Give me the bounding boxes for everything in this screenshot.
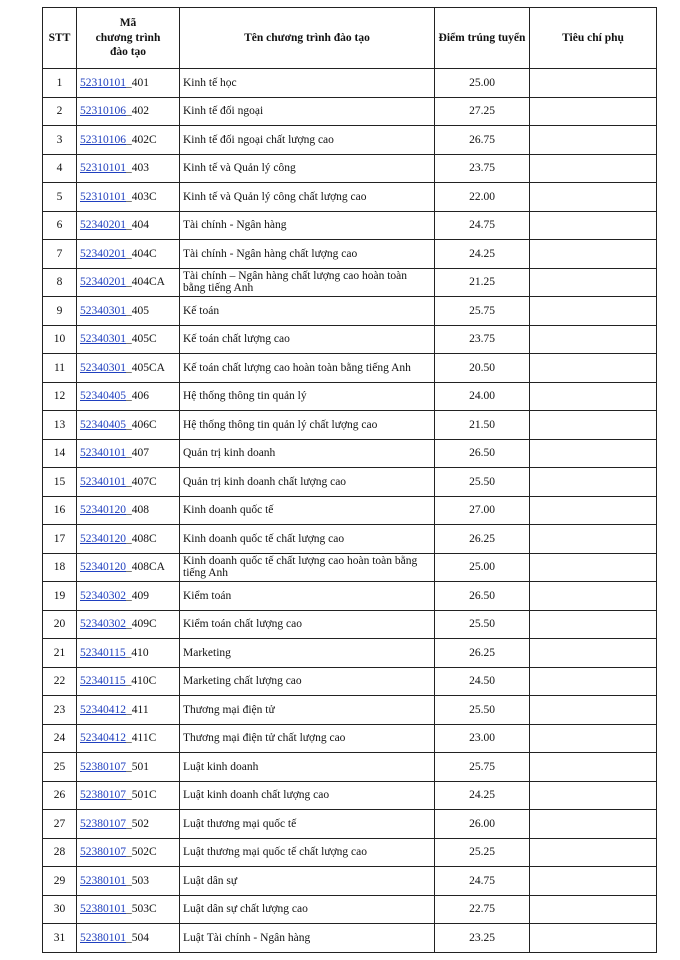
- row-stt: 8: [43, 268, 77, 297]
- row-program-name: Luật kinh doanh chất lượng cao: [180, 781, 435, 810]
- row-stt: 30: [43, 895, 77, 924]
- program-code-suffix: _405CA: [126, 361, 165, 374]
- program-code-suffix: _405C: [126, 333, 157, 346]
- program-code-suffix: _407C: [126, 475, 157, 488]
- table-row: [43, 810, 657, 839]
- row-criteria: [530, 639, 657, 668]
- row-program-code: [77, 724, 180, 753]
- program-code-suffix: _407: [126, 447, 149, 460]
- row-criteria: [530, 496, 657, 525]
- row-stt: 29: [43, 867, 77, 896]
- table-row: [43, 325, 657, 354]
- row-admission-score: 24.50: [435, 667, 530, 696]
- program-code-suffix: _405: [126, 304, 149, 317]
- row-program-code: [77, 639, 180, 668]
- program-code-link[interactable]: 52380107: [80, 789, 126, 802]
- table-row: [43, 97, 657, 126]
- row-program-code: [77, 810, 180, 839]
- program-code-suffix: _401: [126, 76, 149, 89]
- row-program-code: [77, 240, 180, 269]
- row-admission-score: 26.25: [435, 525, 530, 554]
- table-row: [43, 382, 657, 411]
- program-code-link[interactable]: 52310101: [80, 76, 126, 89]
- row-stt: 26: [43, 781, 77, 810]
- program-code-suffix: _404: [126, 219, 149, 232]
- program-code-suffix: _408CA: [126, 561, 165, 574]
- table-row: [43, 69, 657, 98]
- program-code-suffix: _411: [126, 703, 149, 716]
- row-program-name: Luật dân sự chất lượng cao: [180, 895, 435, 924]
- program-code-link[interactable]: 52310101: [80, 190, 126, 203]
- program-code-link[interactable]: 52340120: [80, 561, 126, 574]
- program-code-suffix: _411C: [126, 732, 157, 745]
- row-program-code: [77, 439, 180, 468]
- row-program-name: Kinh tế đối ngoại chất lượng cao: [180, 126, 435, 155]
- row-criteria: [530, 838, 657, 867]
- header-code: [77, 8, 180, 69]
- row-program-name: Kinh doanh quốc tế chất lượng cao: [180, 525, 435, 554]
- row-criteria: [530, 810, 657, 839]
- table-row: [43, 297, 657, 326]
- table-body: [43, 69, 657, 953]
- row-program-name: Tài chính – Ngân hàng chất lượng cao hoàn toàn bằng tiếng Anh: [180, 268, 435, 297]
- row-criteria: [530, 924, 657, 953]
- row-program-name: Marketing chất lượng cao: [180, 667, 435, 696]
- row-stt: 12: [43, 382, 77, 411]
- row-admission-score: 25.50: [435, 610, 530, 639]
- program-code-link[interactable]: 52340405: [80, 390, 126, 403]
- program-code-link[interactable]: 52340120: [80, 504, 126, 517]
- program-code-suffix: _408C: [126, 532, 157, 545]
- row-stt: 2: [43, 97, 77, 126]
- row-program-code: [77, 211, 180, 240]
- table-header: [43, 8, 657, 69]
- row-program-name: Luật kinh doanh: [180, 753, 435, 782]
- row-program-code: [77, 268, 180, 297]
- row-criteria: [530, 724, 657, 753]
- program-code-link[interactable]: 52340201: [80, 219, 126, 232]
- row-program-code: [77, 895, 180, 924]
- row-admission-score: 27.00: [435, 496, 530, 525]
- row-criteria: [530, 154, 657, 183]
- row-criteria: [530, 97, 657, 126]
- row-admission-score: 25.50: [435, 468, 530, 497]
- row-stt: 9: [43, 297, 77, 326]
- row-program-name: Kinh tế đối ngoại: [180, 97, 435, 126]
- row-criteria: [530, 411, 657, 440]
- row-admission-score: 20.50: [435, 354, 530, 383]
- row-admission-score: 27.25: [435, 97, 530, 126]
- table-row: [43, 867, 657, 896]
- row-stt: 3: [43, 126, 77, 155]
- table-row: [43, 240, 657, 269]
- program-code-suffix: _409: [126, 589, 149, 602]
- row-program-name: Kinh tế và Quản lý công chất lượng cao: [180, 183, 435, 212]
- row-program-name: Luật dân sự: [180, 867, 435, 896]
- row-criteria: [530, 667, 657, 696]
- row-program-code: [77, 525, 180, 554]
- row-criteria: [530, 439, 657, 468]
- row-stt: 4: [43, 154, 77, 183]
- row-admission-score: 26.50: [435, 439, 530, 468]
- table-row: [43, 696, 657, 725]
- program-code-suffix: _502C: [126, 846, 157, 859]
- header-criteria: Tiêu chí phụ: [530, 8, 657, 69]
- program-code-link[interactable]: 52340101: [80, 447, 126, 460]
- row-criteria: [530, 126, 657, 155]
- row-criteria: [530, 753, 657, 782]
- row-criteria: [530, 211, 657, 240]
- table-row: [43, 468, 657, 497]
- table-row: [43, 553, 657, 582]
- header-code-line2: chương trình: [95, 31, 161, 44]
- row-program-code: [77, 753, 180, 782]
- row-criteria: [530, 69, 657, 98]
- table-row: [43, 781, 657, 810]
- program-code-link[interactable]: 52380101: [80, 931, 126, 944]
- row-program-code: [77, 382, 180, 411]
- program-code-link[interactable]: 52340115: [80, 646, 126, 659]
- program-code-link[interactable]: 52310106: [80, 133, 126, 146]
- header-code-line1: Mã: [119, 17, 137, 30]
- row-program-code: [77, 582, 180, 611]
- row-admission-score: 25.75: [435, 297, 530, 326]
- table-row: [43, 924, 657, 953]
- row-program-code: [77, 924, 180, 953]
- row-stt: 25: [43, 753, 77, 782]
- row-program-name: Kế toán chất lượng cao: [180, 325, 435, 354]
- row-program-code: [77, 325, 180, 354]
- row-stt: 6: [43, 211, 77, 240]
- row-criteria: [530, 297, 657, 326]
- row-admission-score: 23.25: [435, 924, 530, 953]
- row-admission-score: 24.00: [435, 382, 530, 411]
- program-code-suffix: _403C: [126, 190, 157, 203]
- program-code-link[interactable]: 52340120: [80, 532, 126, 545]
- row-admission-score: 24.75: [435, 211, 530, 240]
- table-row: [43, 411, 657, 440]
- table-row: [43, 895, 657, 924]
- row-program-name: Luật Tài chính - Ngân hàng: [180, 924, 435, 953]
- row-admission-score: 21.50: [435, 411, 530, 440]
- row-stt: 7: [43, 240, 77, 269]
- row-program-name: Quản trị kinh doanh chất lượng cao: [180, 468, 435, 497]
- program-code-link[interactable]: 52380101: [80, 903, 126, 916]
- row-program-code: [77, 867, 180, 896]
- program-code-link[interactable]: 52380107: [80, 760, 126, 773]
- program-code-link[interactable]: 52340301: [80, 361, 126, 374]
- row-criteria: [530, 240, 657, 269]
- program-code-suffix: _402: [126, 105, 149, 118]
- program-code-suffix: _406: [126, 390, 149, 403]
- header-score: Điểm trúng tuyển: [435, 8, 530, 69]
- row-stt: 19: [43, 582, 77, 611]
- program-code-link[interactable]: 52340301: [80, 304, 126, 317]
- program-code-suffix: _504: [126, 931, 149, 944]
- row-program-name: Kinh doanh quốc tế chất lượng cao hoàn toàn bằng tiếng Anh: [180, 553, 435, 582]
- row-admission-score: 26.25: [435, 639, 530, 668]
- row-program-code: [77, 97, 180, 126]
- admissions-sheet: [42, 7, 657, 953]
- row-admission-score: 22.00: [435, 183, 530, 212]
- row-program-code: [77, 411, 180, 440]
- row-program-name: Tài chính - Ngân hàng chất lượng cao: [180, 240, 435, 269]
- row-program-name: Kinh tế học: [180, 69, 435, 98]
- row-program-code: [77, 610, 180, 639]
- program-code-link[interactable]: 52340101: [80, 475, 126, 488]
- row-program-name: Luật thương mại quốc tế: [180, 810, 435, 839]
- row-admission-score: 24.25: [435, 781, 530, 810]
- row-program-name: Kế toán: [180, 297, 435, 326]
- header-row: [43, 8, 657, 69]
- row-criteria: [530, 268, 657, 297]
- row-program-code: [77, 667, 180, 696]
- row-program-name: Tài chính - Ngân hàng: [180, 211, 435, 240]
- program-code-link[interactable]: 52340201: [80, 276, 126, 289]
- table-row: [43, 610, 657, 639]
- program-code-suffix: _501: [126, 760, 149, 773]
- program-code-link[interactable]: 52340412: [80, 732, 126, 745]
- row-admission-score: 25.75: [435, 753, 530, 782]
- program-code-suffix: _406C: [126, 418, 157, 431]
- row-criteria: [530, 468, 657, 497]
- row-admission-score: 23.00: [435, 724, 530, 753]
- row-stt: 11: [43, 354, 77, 383]
- header-stt: STT: [43, 8, 77, 69]
- row-stt: 22: [43, 667, 77, 696]
- program-code-link[interactable]: 52340302: [80, 618, 126, 631]
- table-row: [43, 439, 657, 468]
- row-stt: 28: [43, 838, 77, 867]
- row-criteria: [530, 781, 657, 810]
- row-program-name: Hệ thống thông tin quản lý: [180, 382, 435, 411]
- table-row: [43, 582, 657, 611]
- row-program-code: [77, 553, 180, 582]
- row-stt: 20: [43, 610, 77, 639]
- row-program-name: Luật thương mại quốc tế chất lượng cao: [180, 838, 435, 867]
- row-admission-score: 25.25: [435, 838, 530, 867]
- program-code-suffix: _403: [126, 162, 149, 175]
- row-criteria: [530, 696, 657, 725]
- table-row: [43, 154, 657, 183]
- program-code-suffix: _410: [125, 646, 149, 659]
- row-admission-score: 22.75: [435, 895, 530, 924]
- admissions-table: [42, 7, 657, 953]
- table-row: [43, 496, 657, 525]
- row-admission-score: 23.75: [435, 154, 530, 183]
- row-admission-score: 24.75: [435, 867, 530, 896]
- program-code-link[interactable]: 52380107: [80, 846, 126, 859]
- row-program-code: [77, 496, 180, 525]
- program-code-suffix: _501C: [126, 789, 157, 802]
- row-program-code: [77, 154, 180, 183]
- row-program-name: Marketing: [180, 639, 435, 668]
- row-stt: 5: [43, 183, 77, 212]
- row-admission-score: 25.50: [435, 696, 530, 725]
- program-code-link[interactable]: 52340412: [80, 703, 126, 716]
- row-criteria: [530, 553, 657, 582]
- table-row: [43, 838, 657, 867]
- program-code-suffix: _408: [126, 504, 149, 517]
- row-stt: 27: [43, 810, 77, 839]
- row-criteria: [530, 183, 657, 212]
- row-program-name: Thương mại điện tử chất lượng cao: [180, 724, 435, 753]
- program-code-link[interactable]: 52340301: [80, 333, 126, 346]
- program-code-link[interactable]: 52340405: [80, 418, 126, 431]
- program-code-link[interactable]: 52340115: [80, 675, 126, 688]
- row-program-code: [77, 781, 180, 810]
- row-criteria: [530, 895, 657, 924]
- row-stt: 21: [43, 639, 77, 668]
- table-row: [43, 183, 657, 212]
- row-admission-score: 26.00: [435, 810, 530, 839]
- row-stt: 18: [43, 553, 77, 582]
- program-code-suffix: _410C: [125, 675, 157, 688]
- table-row: [43, 354, 657, 383]
- row-program-name: Kiểm toán: [180, 582, 435, 611]
- program-code-suffix: _503: [126, 874, 149, 887]
- row-criteria: [530, 354, 657, 383]
- row-stt: 14: [43, 439, 77, 468]
- program-code-suffix: _502: [126, 817, 149, 830]
- program-code-link[interactable]: 52310106: [80, 105, 126, 118]
- row-program-name: Kinh doanh quốc tế: [180, 496, 435, 525]
- program-code-link[interactable]: 52340302: [80, 589, 126, 602]
- table-row: [43, 525, 657, 554]
- row-criteria: [530, 525, 657, 554]
- row-program-code: [77, 696, 180, 725]
- row-program-name: Kế toán chất lượng cao hoàn toàn bằng tiếng Anh: [180, 354, 435, 383]
- row-admission-score: 25.00: [435, 69, 530, 98]
- row-program-name: Quản trị kinh doanh: [180, 439, 435, 468]
- program-code-link[interactable]: 52380101: [80, 874, 126, 887]
- row-program-code: [77, 354, 180, 383]
- program-code-suffix: _503C: [126, 903, 157, 916]
- row-stt: 15: [43, 468, 77, 497]
- program-code-link[interactable]: 52310101: [80, 162, 126, 175]
- row-stt: 13: [43, 411, 77, 440]
- table-row: [43, 126, 657, 155]
- row-admission-score: 24.25: [435, 240, 530, 269]
- program-code-suffix: _404C: [126, 247, 157, 260]
- row-program-code: [77, 69, 180, 98]
- program-code-suffix: _404CA: [126, 276, 165, 289]
- row-program-name: Kiểm toán chất lượng cao: [180, 610, 435, 639]
- row-admission-score: 26.50: [435, 582, 530, 611]
- row-admission-score: 21.25: [435, 268, 530, 297]
- header-name: Tên chương trình đào tạo: [180, 8, 435, 69]
- row-admission-score: 25.00: [435, 553, 530, 582]
- table-row: [43, 753, 657, 782]
- row-stt: 1: [43, 69, 77, 98]
- row-program-code: [77, 126, 180, 155]
- row-program-code: [77, 838, 180, 867]
- row-program-code: [77, 468, 180, 497]
- program-code-link[interactable]: 52340201: [80, 247, 126, 260]
- table-row: [43, 211, 657, 240]
- row-program-code: [77, 183, 180, 212]
- row-stt: 17: [43, 525, 77, 554]
- row-criteria: [530, 325, 657, 354]
- row-criteria: [530, 610, 657, 639]
- row-program-name: Thương mại điện tử: [180, 696, 435, 725]
- program-code-suffix: _402C: [126, 133, 157, 146]
- program-code-link[interactable]: 52380107: [80, 817, 126, 830]
- row-stt: 10: [43, 325, 77, 354]
- row-stt: 23: [43, 696, 77, 725]
- row-criteria: [530, 382, 657, 411]
- row-program-name: Kinh tế và Quản lý công: [180, 154, 435, 183]
- row-program-code: [77, 297, 180, 326]
- table-row: [43, 667, 657, 696]
- table-row: [43, 724, 657, 753]
- row-program-name: Hệ thống thông tin quản lý chất lượng cao: [180, 411, 435, 440]
- row-stt: 31: [43, 924, 77, 953]
- row-criteria: [530, 867, 657, 896]
- row-stt: 16: [43, 496, 77, 525]
- table-row: [43, 639, 657, 668]
- row-admission-score: 26.75: [435, 126, 530, 155]
- program-code-suffix: _409C: [126, 618, 157, 631]
- row-stt: 24: [43, 724, 77, 753]
- row-admission-score: 23.75: [435, 325, 530, 354]
- table-row: [43, 268, 657, 297]
- row-criteria: [530, 582, 657, 611]
- header-code-line3: đào tạo: [109, 46, 147, 59]
